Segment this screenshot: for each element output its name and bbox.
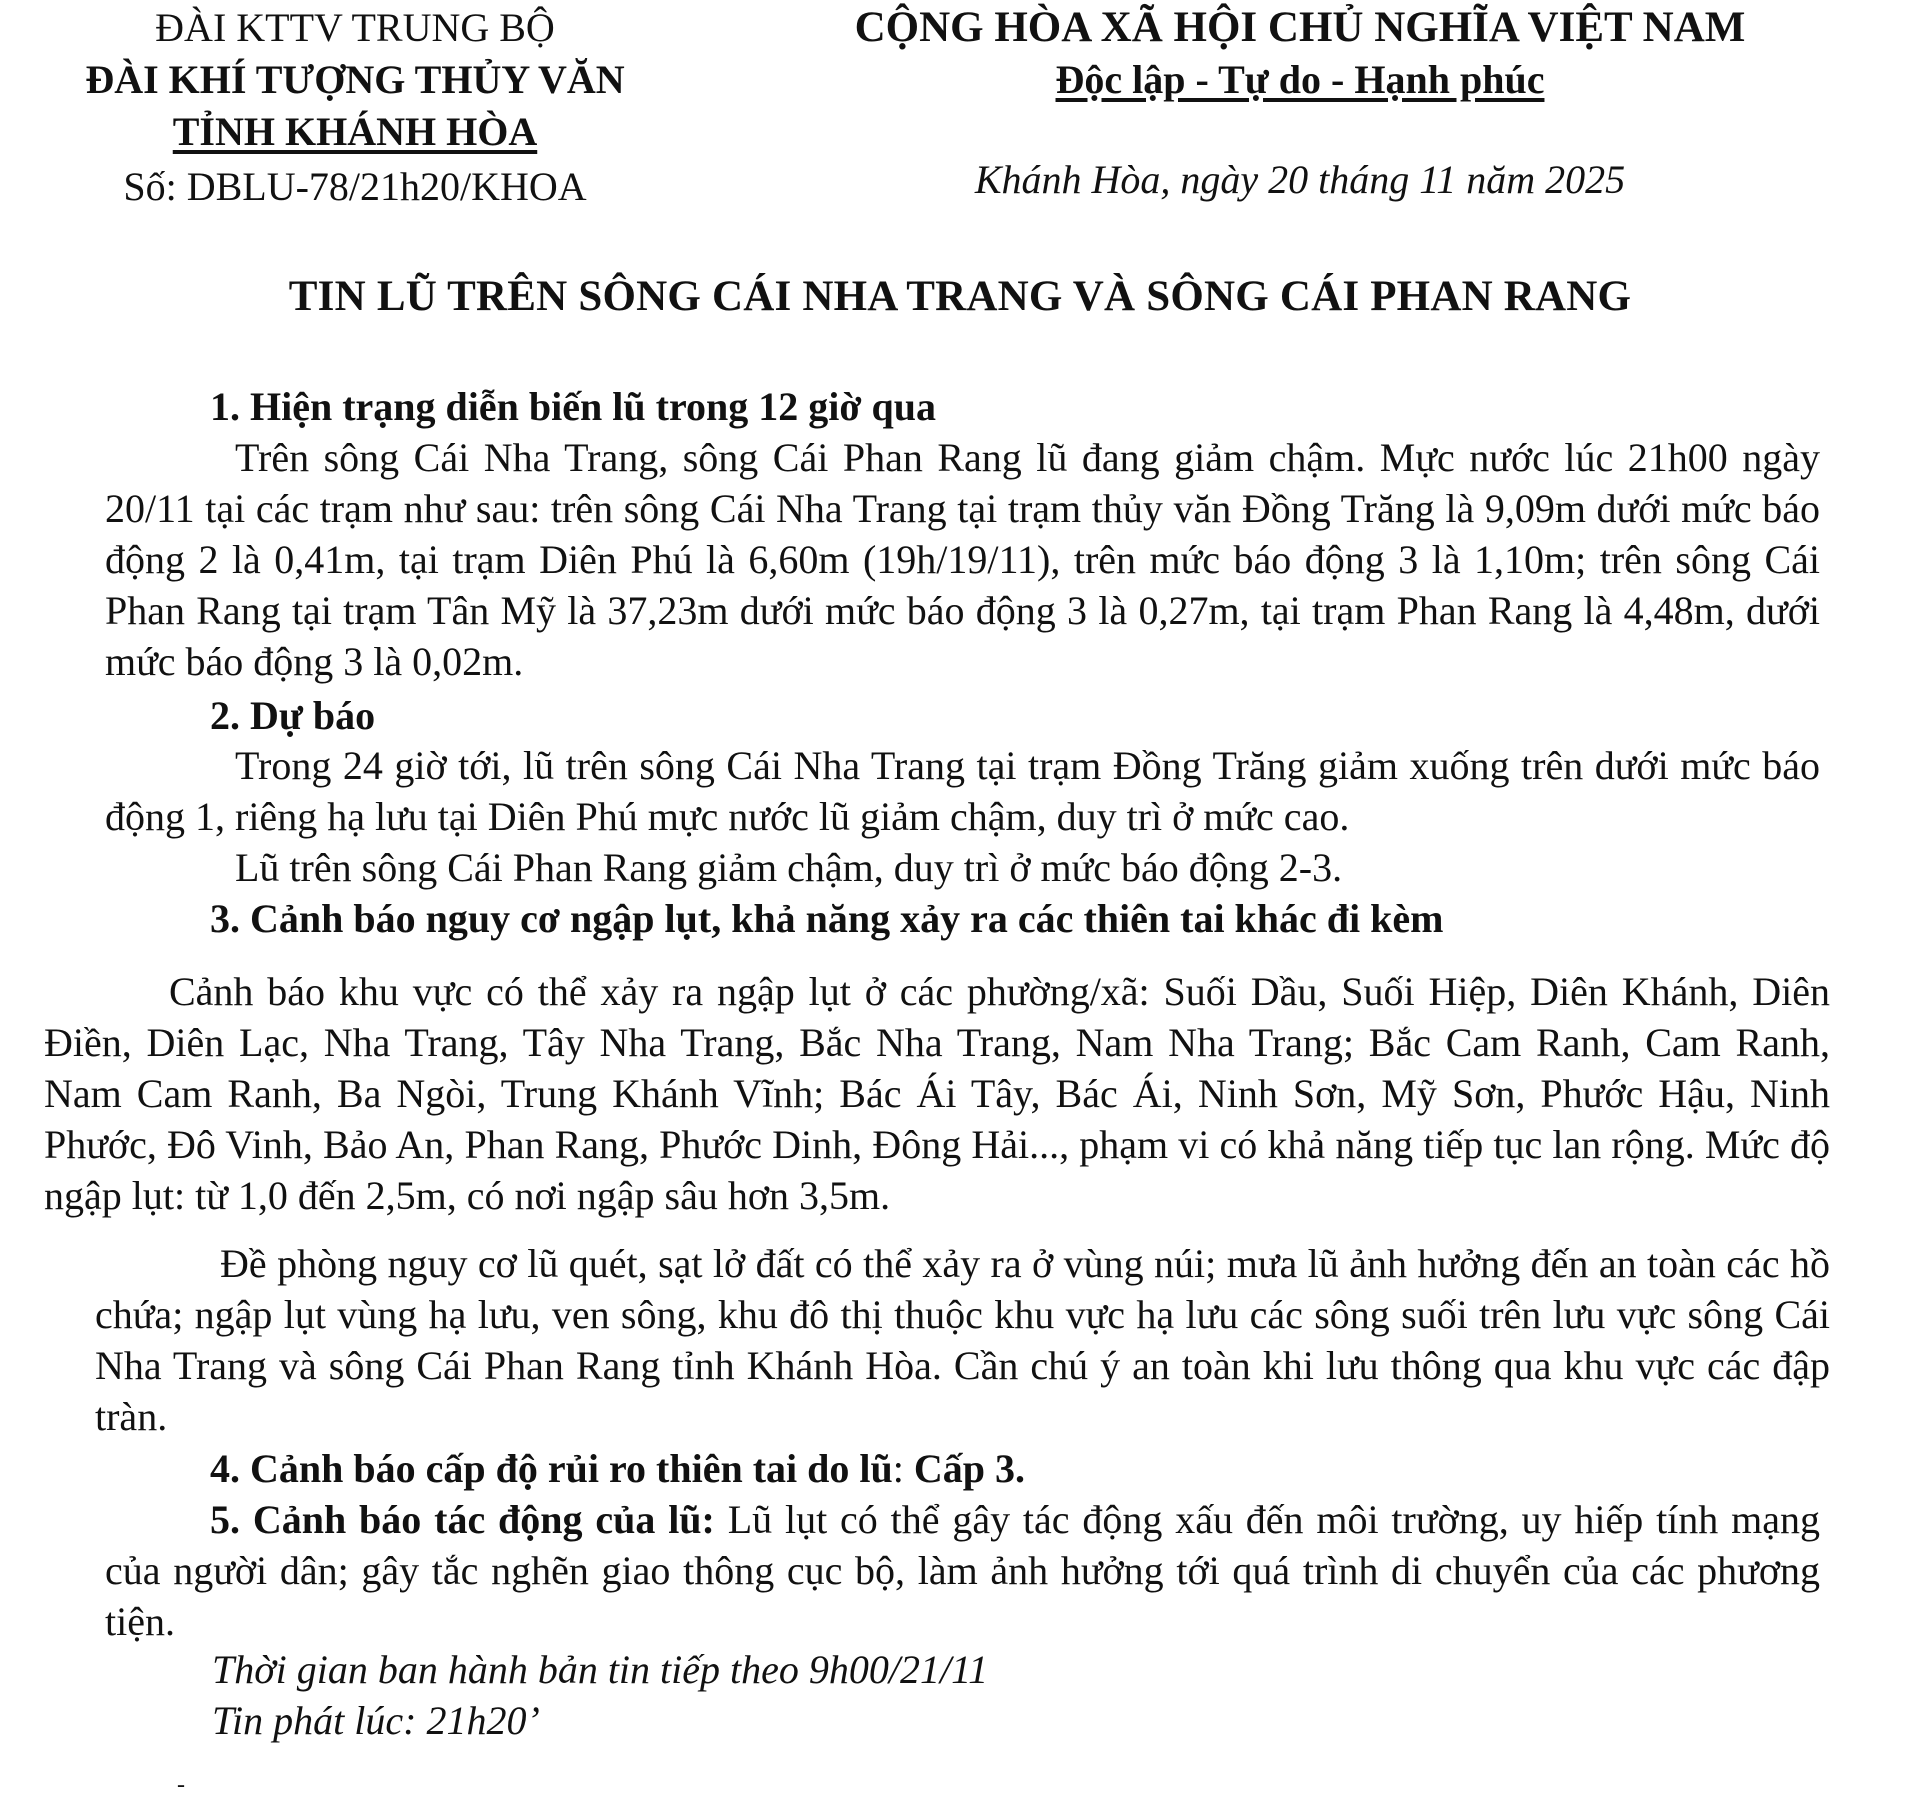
issuing-agency-header xyxy=(60,2,650,158)
agency-name: ĐÀI KHÍ TƯỢNG THỦY VĂN xyxy=(85,57,625,102)
trailing-dash: - xyxy=(177,1772,185,1798)
section-2-heading: 2. Dự báo xyxy=(210,693,376,738)
section-1-text: Trên sông Cái Nha Trang, sông Cái Phan Rang lũ đang giảm chậm. Mực nước lúc 21h00 ngày 20/11 tại các trạm như sau: trên sông Cái Nha Trang tại trạm thủy văn Đồng Trăng là 9,09m dưới mức báo động 2 là 0,41m, tại trạm Diên Phú là 6,60m (19h/19/11), trên mức báo động 3 là 1,10m; trên sông Cái Phan Rang tại trạm Tân Mỹ là 37,23m dưới mức báo động 3 là 0,27m, tại trạm Phan Rang là 4,48m, dưới mức báo động 3 là 0,02m. xyxy=(105,435,1820,684)
section-4-colon: : xyxy=(892,1446,914,1491)
section-3-heading: 3. Cảnh báo nguy cơ ngập lụt, khả năng xảy ra các thiên tai khác đi kèm xyxy=(210,896,1444,941)
agency-province: TỈNH KHÁNH HÒA xyxy=(172,109,538,154)
section-5-impact xyxy=(105,1494,1820,1647)
national-header xyxy=(800,2,1800,106)
section-4-risk-level xyxy=(210,1443,1025,1494)
section-2-text-1: Trong 24 giờ tới, lũ trên sông Cái Nha Trang tại trạm Đồng Trăng giảm xuống trên dưới mức báo động 1, riêng hạ lưu tại Diên Phú mực nước lũ giảm chậm, duy trì ở mức cao. xyxy=(105,743,1820,839)
document-title: TIN LŨ TRÊN SÔNG CÁI NHA TRANG VÀ SÔNG CÁI PHAN RANG xyxy=(288,273,1632,320)
next-issue-time: Thời gian ban hành bản tin tiếp theo 9h00/21/11 xyxy=(212,1647,989,1692)
national-motto: Độc lập - Tự do - Hạnh phúc xyxy=(1055,57,1545,102)
place-and-date: Khánh Hòa, ngày 20 tháng 11 năm 2025 xyxy=(974,157,1626,202)
agency-parent: ĐÀI KTTV TRUNG BỘ xyxy=(155,5,555,50)
section-3-flood-areas: Cảnh báo khu vực có thể xảy ra ngập lụt ở các phường/xã: Suối Dầu, Suối Hiệp, Diên Khánh, Diên Điền, Diên Lạc, Nha Trang, Tây Nha Trang, Bắc Nha Trang, Nam Nha Trang; Bắc Cam Ranh, Cam Ranh, Nam Cam Ranh, Ba Ngòi, Trung Khánh Vĩnh; Bác Ái Tây, Bác Ái, Ninh Sơn, Mỹ Sơn, Phước Hậu, Ninh Phước, Đô Vinh, Bảo An, Phan Rang, Phước Dinh, Đông Hải..., phạm vi có khả năng tiếp tục lan rộng. Mức độ ngập lụt: từ 1,0 đến 2,5m, có nơi ngập sâu hơn 3,5m. xyxy=(44,969,1830,1218)
issued-at-time: Tin phát lúc: 21h20’ xyxy=(212,1698,540,1743)
section-1-heading: 1. Hiện trạng diễn biến lũ trong 12 giờ qua xyxy=(210,384,936,429)
document-number: Số: DBLU-78/21h20/KHOA xyxy=(123,164,587,209)
section-4-label: 4. Cảnh báo cấp độ rủi ro thiên tai do lũ xyxy=(210,1446,893,1491)
section-5-label: 5. Cảnh báo tác động của lũ: xyxy=(210,1497,715,1542)
section-3-precautions: Đề phòng nguy cơ lũ quét, sạt lở đất có thể xảy ra ở vùng núi; mưa lũ ảnh hưởng đến an toàn các hồ chứa; ngập lụt vùng hạ lưu, ven sông, khu đô thị thuộc khu vực hạ lưu các sông suối trên lưu vực sông Cái Nha Trang và sông Cái Phan Rang tỉnh Khánh Hòa. Cần chú ý an toàn khi lưu thông qua khu vực các đập tràn. xyxy=(95,1241,1830,1439)
section-4-value: Cấp 3. xyxy=(913,1446,1025,1491)
section-5-text: Lũ lụt có thể gây tác động xấu đến môi trường, uy hiếp tính mạng của người dân; gây tắc nghẽn giao thông cục bộ, làm ảnh hưởng tới quá trình di chuyển của các phương tiện. xyxy=(105,1497,1820,1644)
section-2-text-2: Lũ trên sông Cái Phan Rang giảm chậm, duy trì ở mức báo động 2-3. xyxy=(235,845,1343,890)
country-name: CỘNG HÒA XÃ HỘI CHỦ NGHĨA VIỆT NAM xyxy=(854,4,1746,51)
